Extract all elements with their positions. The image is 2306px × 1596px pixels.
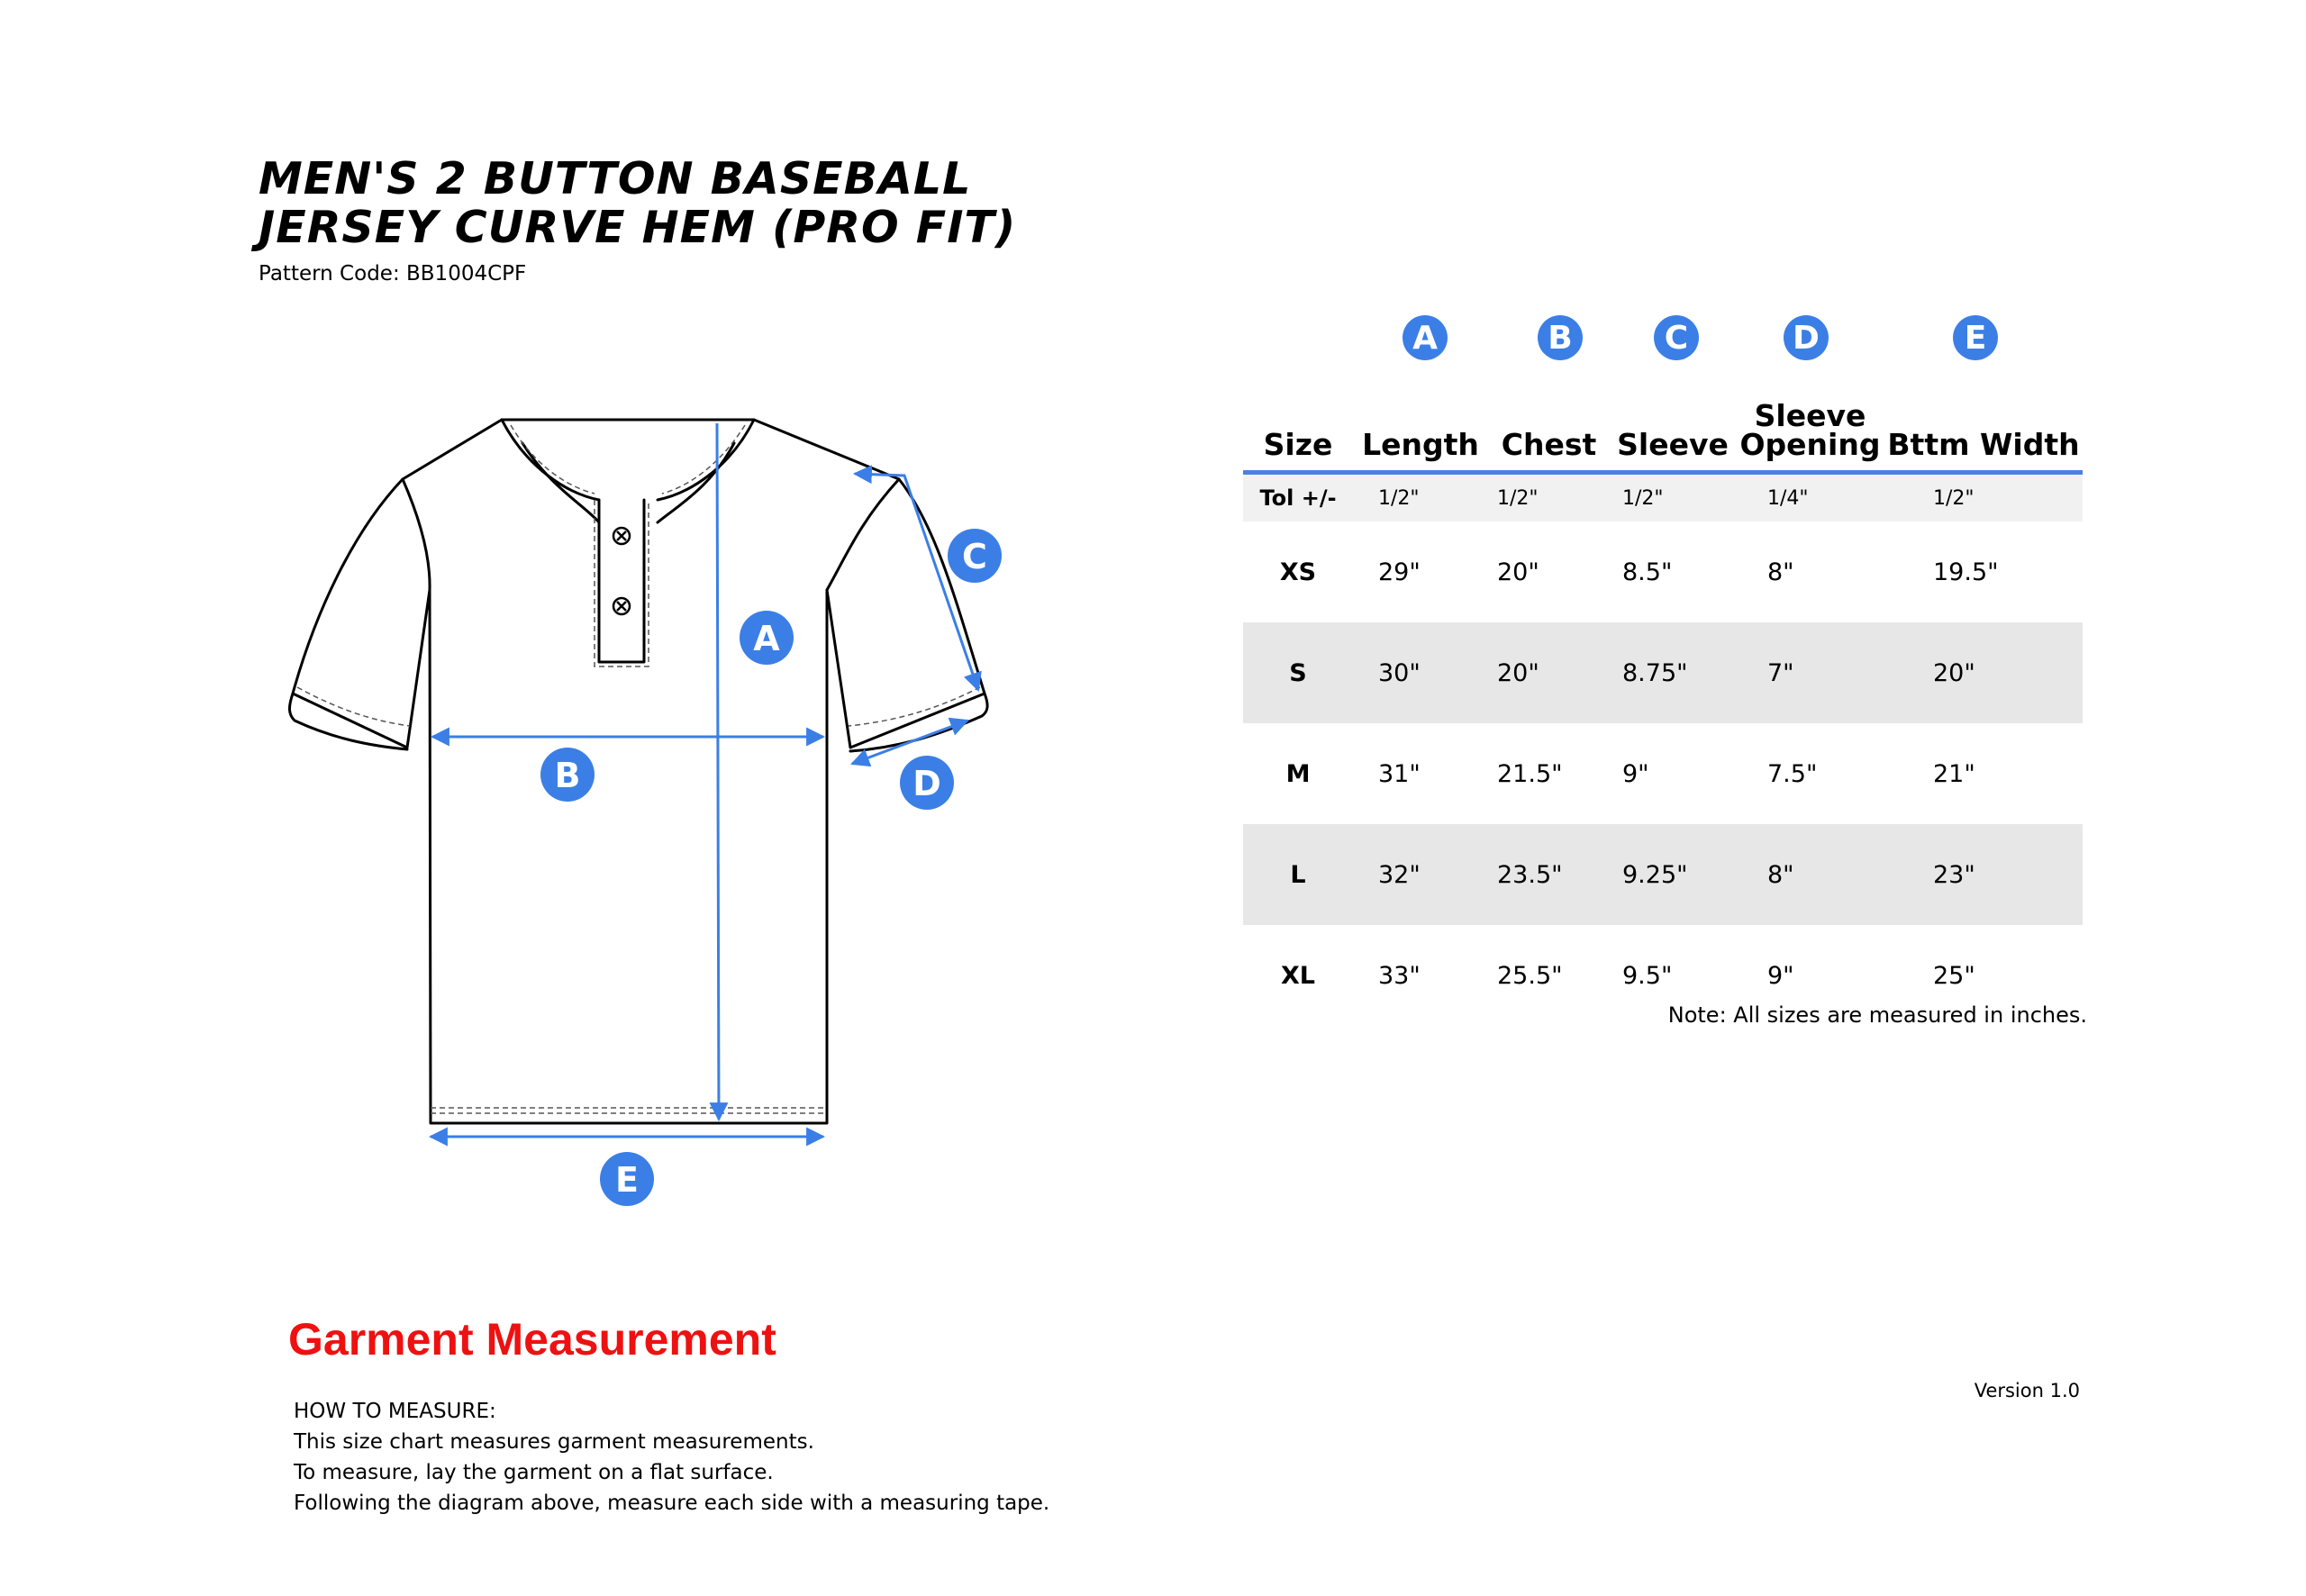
table-cell: 1/4" [1736,473,1884,522]
table-cell: 1/2" [1610,473,1736,522]
table-cell: 25.5" [1497,961,1563,990]
table-cell: 21.5" [1497,759,1563,788]
header-sleeve: Sleeve [1610,376,1736,473]
header-bttm-width: Bttm Width [1884,376,2083,473]
table-cell: 19.5" [1933,558,1999,586]
table-cell: 20" [1488,622,1610,723]
row-size: XL [1280,961,1316,990]
table-cell: 8" [1767,558,1794,586]
tolerance-label: Tol +/- [1243,473,1353,522]
header-sleeve-opening-line-2: Opening [1739,427,1881,462]
table-cell: 32" [1353,824,1488,925]
column-b-icon: B [1538,315,1583,360]
table-cell: 20" [1497,558,1539,586]
table-cell: 33" [1378,961,1421,990]
table-cell: 8.75" [1610,622,1736,723]
table-cell: 9.25" [1610,824,1736,925]
how-to-line: To measure, lay the garment on a flat surface. [294,1461,774,1484]
table-row [1243,622,2083,723]
table-cell: 1/2" [1488,473,1610,522]
row-size: L [1243,824,1353,925]
pattern-code: Pattern Code: BB1004CPF [259,262,527,286]
table-cell: 9" [1622,759,1649,788]
label-d-icon: D [912,764,941,803]
table-cell: 8.5" [1622,558,1673,586]
size-table [1243,376,2083,1026]
table-cell: 30" [1353,622,1488,723]
how-to-line: Following the diagram above, measure each side with a measuring tape. [294,1492,1050,1515]
table-row [1243,723,2083,824]
table-cell: 7.5" [1767,759,1818,788]
jersey-outline [289,420,987,1123]
header-chest: Chest [1488,376,1610,473]
table-cell: 7" [1736,622,1884,723]
table-cell: 29" [1378,558,1421,586]
table-cell: 23.5" [1488,824,1610,925]
column-a-icon: A [1403,315,1448,360]
column-c-icon: C [1654,315,1699,360]
length-line [717,423,719,1120]
table-cell: 20" [1884,622,2083,723]
tolerance-row [1243,473,2083,522]
table-cell: 23" [1884,824,2083,925]
table-cell: 25" [1933,961,1975,990]
header-sleeve-opening [1736,376,1884,473]
how-to-line: This size chart measures garment measurements. [294,1430,814,1454]
table-cell: 9.5" [1622,961,1673,990]
label-a-icon: A [753,619,780,658]
garment-measurement-heading: Garment Measurement [288,1314,776,1365]
column-d-icon: D [1784,315,1829,360]
header-sleeve-opening-line-1: Sleeve [1754,398,1866,433]
table-row [1243,521,2083,622]
header-length: Length [1353,376,1488,473]
row-size: XS [1279,558,1317,586]
row-size: S [1243,622,1353,723]
table-cell: 1/2" [1884,473,2083,522]
table-cell: 1/2" [1353,473,1488,522]
how-to-title: HOW TO MEASURE: [294,1400,496,1423]
label-e-icon: E [615,1160,639,1200]
table-cell: 21" [1933,759,1975,788]
label-c-icon: C [962,537,987,576]
column-e-icon: E [1953,315,1998,360]
table-cell: 31" [1378,759,1421,788]
row-size: M [1285,759,1311,788]
title-line-1: MEN'S 2 BUTTON BASEBALL [259,153,972,204]
table-cell: 8" [1736,824,1884,925]
version-label: Version 1.0 [1974,1380,2080,1401]
table-header-row [1243,376,2083,473]
table-row [1243,824,2083,925]
table-cell: 9" [1767,961,1794,990]
units-note: Note: All sizes are measured in inches. [1667,1002,2087,1028]
label-b-icon: B [554,756,581,795]
header-size: Size [1243,376,1353,473]
how-to-measure [294,1396,1049,1519]
title-line-2: JERSEY CURVE HEM (PRO FIT) [259,202,1017,253]
